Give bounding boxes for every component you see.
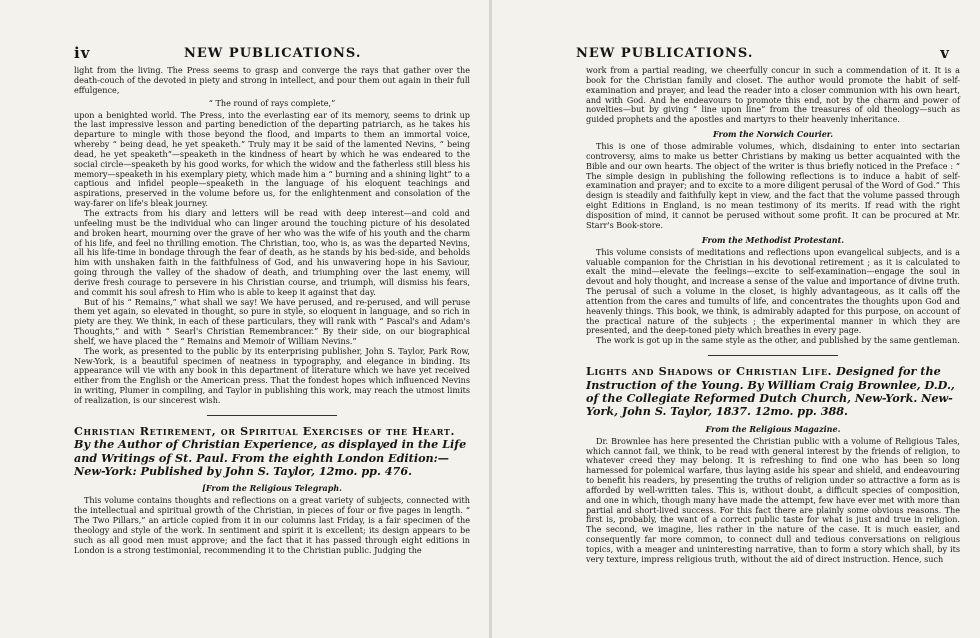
paragraph: upon a benighted world. The Press, into the everlasting ear of its memory, seems to drink up the last impressive lesson and parting benediction of the departing patriarch, as he takes his departure to mingle with those beyond the flood, and imparts to them an immortal voice, whereby “ being dead, he yet speaketh.” Truly may it be said of the lamented Nevins, “ being dead, he yet speaketh”—speaketh in the kindness of heart by which he was endeared to the social circle—speaketh by his good works, for which the widow and the fatherless still bless his memory—speaketh in his exemplary piety, which made him a “ burning and a shining light” to a captious and infidel people—speaketh in the language of his eloquent teachings and aspirations, preserved in the volume before us, for the enlightenment and consolation of the way-farer on life's bleak journey. (74, 109, 470, 209)
book-details: Designed for the Instruction of the Young. By William Craig Brownlee, D.D., of the Collegiate Reformed Dutch Church, New-York. New-York, John S. Taylor, 1837. 12mo. pp. 388. (586, 364, 955, 419)
paragraph: The extracts from his diary and letters will be read with deep interest—and cold and unfeeling must be the individual who can linger around the touching picture of his desolated and broken heart, mourning over the grave of her who was the wife of his youth and the charm of his life, and feel no thrilling emotion. The Christian, too, who is, as was the departed Nevins, all his life-time in bondage through the fear of death, as he stands by his bed-side, and beholds him with unshaken faith in the faithfulness of God, and his unwavering hope in his Saviour, going through the valley of the shadow of death, and triumphing over the last enemy, will derive fresh courage to persevere in his Christian course, and triumph, will dismiss his fears, and commit his soul afresh to Him who is able to keep it against that day. (74, 207, 470, 297)
page-number: iv (74, 44, 91, 62)
book-title: Christian Retirement, or Spiritual Exercises of the Heart. (74, 423, 455, 438)
paragraph: This volume consists of meditations and reflections upon evangelical subjects, and is a valuable companion for the Christian in his devotional retirement ; as it is calculated to exalt the mind—elevate the feelings—excite to self-examination—engage the soul in devout and holy thought, and increase a sense of the value and importance of divine truth. The perusal of such a volume in the closet, is highly advantageous, as it calls off the attention from the cares and tumults of life, and concentrates the thoughts upon God and heavenly things. This book, we think, is admirably adapted for this purpose, on account of the practical nature of the subjects ; the experimental manner in which they are presented, and the deep-toned piety which breathes in every page. (586, 246, 960, 336)
source-attribution: From the Norwich Courier. (712, 129, 834, 140)
paragraph: light from the living. The Press seems to grasp and converge the rays that gather over the death-couch of the devoted in piety and strong in intellect, and pour them out again in their full effulgence, (74, 65, 470, 95)
book-details: By the Author of Christian Experience, as displayed in the Life and Writings of St. Paul. From the eighth London Edition:—New-York: Published by John S. Taylor, 12mo. pp. 476. (74, 437, 467, 479)
running-title: NEW PUBLICATIONS. (184, 46, 362, 61)
running-head-left (74, 46, 470, 66)
paragraph: This is one of those admirable volumes, which, disdaining to enter into sectarian controversy, aims to make us better Christians by making us better acquainted with the Bible and our own hearts. The object of the writer is thus briefly noticed in the Preface : “ The simple design in publishing the following reflections is to induce a habit of self-examination and prayer; and to excite to a more diligent perusal of the Word of God.” This design is steadily and faithfully kept in view, and the fact that the volume passed through eight Editions in England, is no mean testimony of its merits. If read with the right disposition of mind, it cannot be perused without some profit. It can be procured at Mr. Starr's Book-store. (586, 141, 960, 230)
section-divider (207, 415, 337, 416)
right-column-text-2 (586, 437, 960, 565)
source-attribution: From the Religious Magazine. (705, 423, 841, 434)
paragraph: work from a partial reading, we cheerfully concur in such a commendation of it. It is a book for the Christian family and closet. The author would promote the habit of self-examination and prayer, and lead the reader into a closer communion with his own heart, and with God. And he endeavours to promote this end, not by the charm and power of novelties—but by giving “ line upon line” from the treasures of old theology—such as guided prophets and the apostles and martyrs to their heavenly inheritance. (586, 65, 960, 125)
verse-quote: “ The round of rays complete,” (208, 97, 336, 108)
section-divider (708, 355, 838, 356)
book-review-heading (74, 425, 470, 479)
book-review-heading (586, 365, 960, 419)
left-column-text-2 (74, 496, 470, 555)
left-column-text (74, 66, 470, 406)
source-attribution: From the Methodist Protestant. (701, 234, 845, 245)
paragraph: This volume contains thoughts and reflections on a great variety of subjects, connected with the intellectual and spiritual growth of the Christian, in pieces of four or five pages in length. “ The Two Pillars,” an article copied from it in our columns last Friday, is a fair specimen of the theology and style of the work. In sentiment and spirit it is excellent; its design appears to be such as all good men must approve; and the fact that it has passed through eight editions in London is a strong testimonial, recommending it to the Christian public. Judging the (74, 495, 470, 555)
paragraph: But of his “ Remains,” what shall we say! We have perused, and re-perused, and will peruse them yet again, so elevated in thought, so pure in style, so eloquent in language, and so rich in piety are they. We think, in each of these particulars, they will rank with “ Pascal's and Adam's Thoughts,” and with “ Searl's Christian Remembrancer.” By their side, on our biographical shelf, we have placed the “ Remains and Memoir of William Nevins.” (74, 296, 470, 346)
right-column-text (586, 66, 960, 346)
right-page (490, 0, 980, 638)
paragraph: The work, as presented to the public by its enterprising publisher, John S. Taylor, Park Row, New-York, is a beautiful specimen of neatness in typography, and elegance in binding. Its appearance will vie with any book in this department of literature which we have yet received either from the English or the American press. That the fondest hopes which influenced Nevins in writing, Plumer in compiling, and Taylor in publishing this work, may reach the utmost limits of realization, is our sincerest wish. (74, 345, 470, 405)
page-number: v (940, 44, 950, 62)
paragraph: Dr. Brownlee has here presented the Christian public with a volume of Religious Tales, which cannot fail, we think, to be read with general interest by the friends of religion, to whatever creed they may belong. It is refreshing to find one who has been so long harnessed for polemical warfare, thus laying aside his spear and shield, and endeavouring to benefit his readers, by presenting the truths of religion under so attractive a form as is afforded by well-written tales. This is, without doubt, a difficult species of composition, and one in which, though many have made the attempt, few have ever met with more than partial and short-lived success. For this fact there are plainly some obvious reasons. The first is, probably, the want of a correct public taste for what is just and true in religion. The second, we imagine, lies rather in the nature of the case. It is much easier, and consequently far more common, to connect dull and tedious conversations on religious topics, with a meager and uninteresting narrative, than to form a story which shall, by its very texture, impress religious truth, without the aid of direct instruction. Hence, such (586, 435, 960, 564)
paragraph: The work is got up in the same style as the other, and published by the same gentleman. (596, 335, 960, 346)
source-attribution: [From the Religious Telegraph. (202, 483, 342, 494)
running-head-right (576, 44, 960, 66)
running-title: NEW PUBLICATIONS. (576, 46, 754, 61)
book-title: Lights and Shadows of Christian Life. (586, 364, 833, 379)
